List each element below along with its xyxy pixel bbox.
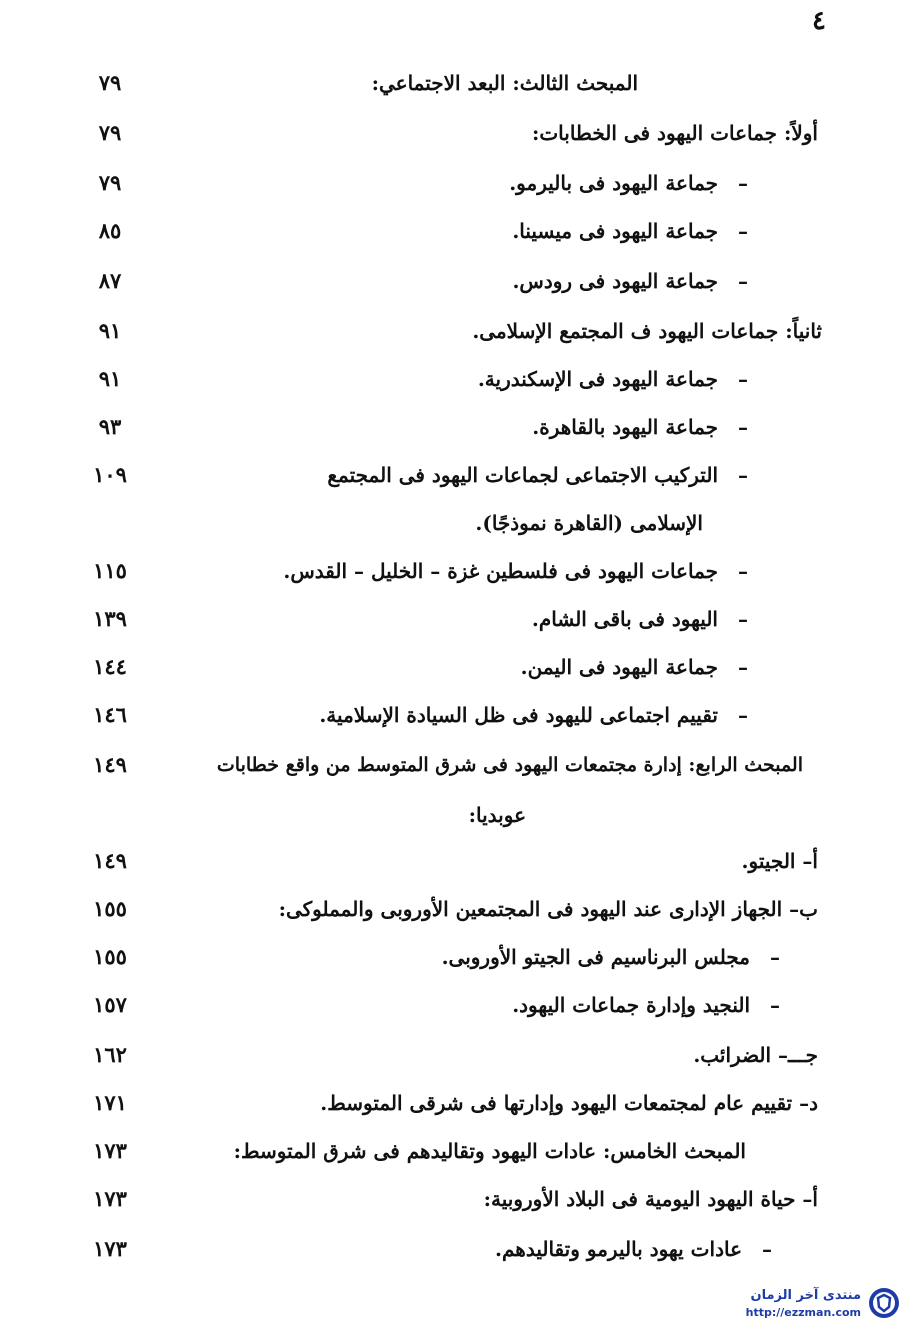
toc-entry [0, 604, 908, 644]
toc-page: ١٤٩ [93, 848, 127, 873]
toc-title: المبحث الرابع: إدارة مجتمعات اليهود فى شرق المتوسط من واقع خطابات [216, 754, 803, 776]
toc-entry [0, 556, 908, 596]
toc-page: ١٤٤ [93, 654, 127, 679]
toc-page: ٩١ [98, 366, 122, 391]
watermark-url[interactable]: http://ezzman.com [745, 1306, 861, 1319]
toc-entry [0, 412, 908, 452]
toc-entry [0, 942, 908, 982]
toc-title: –جماعة اليهود بالقاهرة. [532, 412, 748, 442]
dash-marker: – [770, 945, 780, 969]
toc-title: جـــ– الضرائب. [693, 1043, 818, 1067]
toc-title: أ– حياة اليهود اليومية فى البلاد الأوروبية: [483, 1187, 818, 1211]
toc-page: ١٧١ [93, 1090, 127, 1115]
dash-marker: – [738, 269, 748, 293]
toc-title: ثانياً: جماعات اليهود ف المجتمع الإسلامى. [472, 319, 822, 343]
toc-title: –جماعة اليهود فى ميسينا. [512, 216, 748, 246]
toc-entry [0, 118, 908, 158]
toc-page: ١٠٩ [93, 462, 127, 487]
toc-page: ٨٥ [98, 218, 122, 243]
toc-entry [0, 168, 908, 208]
toc-entry-continuation [0, 800, 908, 840]
toc-title: –عادات يهود باليرمو وتقاليدهم. [495, 1234, 772, 1264]
toc-title: الإسلامى (القاهرة نموذجًا). [475, 511, 703, 535]
toc-title: المبحث الثالث: البعد الاجتماعي: [371, 71, 638, 95]
dash-marker: – [738, 559, 748, 583]
toc-entry [0, 1234, 908, 1274]
toc-page: ١١٥ [93, 558, 127, 583]
toc-entry [0, 364, 908, 404]
dash-marker: – [770, 993, 780, 1017]
dash-marker: – [738, 219, 748, 243]
toc-page: ٨٧ [98, 268, 122, 293]
dash-marker: – [738, 607, 748, 631]
toc-entry [0, 460, 908, 500]
toc-entry [0, 1184, 908, 1224]
dash-marker: – [738, 367, 748, 391]
dash-marker: – [762, 1237, 772, 1261]
toc-title: –جماعة اليهود فى اليمن. [521, 652, 748, 682]
toc-entry-continuation [0, 508, 908, 548]
page-number: ٤ [812, 6, 826, 36]
dash-marker: – [738, 415, 748, 439]
toc-page: ٧٩ [98, 170, 122, 195]
dash-marker: – [738, 171, 748, 195]
toc-title: –مجلس البرناسيم فى الجيتو الأوروبى. [442, 942, 780, 972]
toc-page: ١٣٩ [93, 606, 127, 631]
toc-entry [0, 1088, 908, 1128]
toc-title: ب– الجهاز الإدارى عند اليهود فى المجتمعين الأوروبى والمملوكى: [278, 897, 818, 921]
toc-page: ١٧٣ [93, 1236, 127, 1261]
toc-title: د– تقييم عام لمجتمعات اليهود وإدارتها فى شرقى المتوسط. [320, 1091, 818, 1115]
toc-title: –جماعات اليهود فى فلسطين غزة – الخليل – القدس. [283, 556, 748, 586]
toc-entry [0, 266, 908, 306]
toc-title: –النجيد وإدارة جماعات اليهود. [512, 990, 780, 1020]
toc-page: ٧٩ [98, 70, 122, 95]
toc-title: –التركيب الاجتماعى لجماعات اليهود فى المجتمع [327, 460, 748, 490]
toc-entry [0, 990, 908, 1030]
toc-page: ١٧٣ [93, 1186, 127, 1211]
toc-entry [0, 216, 908, 256]
toc-entry [0, 750, 908, 790]
toc-title: المبحث الخامس: عادات اليهود وتقاليدهم فى شرق المتوسط: [233, 1139, 746, 1163]
toc-title: أولاً: جماعات اليهود فى الخطابات: [531, 121, 818, 145]
toc-page: ١٤٩ [93, 752, 127, 777]
toc-page: ١٧٣ [93, 1138, 127, 1163]
dash-marker: – [738, 655, 748, 679]
toc-title: –اليهود فى باقى الشام. [532, 604, 748, 634]
toc-entry [0, 846, 908, 886]
toc-page: ٩٣ [98, 414, 122, 439]
toc-page: ١٦٢ [93, 1042, 127, 1067]
toc-page: ٩١ [98, 318, 122, 343]
toc-title: –جماعة اليهود فى باليرمو. [509, 168, 748, 198]
toc-entry [0, 316, 908, 356]
toc-entry [0, 68, 908, 108]
shield-icon [867, 1286, 901, 1320]
toc-entry [0, 700, 908, 740]
toc-page: ١٥٥ [93, 944, 127, 969]
toc-page: ١٤٦ [93, 702, 127, 727]
dash-marker: – [738, 703, 748, 727]
toc-title: –تقييم اجتماعى لليهود فى ظل السيادة الإسلامية. [319, 700, 748, 730]
toc-title: أ– الجيتو. [741, 849, 818, 873]
toc-title: –جماعة اليهود فى رودس. [512, 266, 748, 296]
toc-entry [0, 1040, 908, 1080]
toc-entry [0, 894, 908, 934]
toc-page: ١٥٥ [93, 896, 127, 921]
toc-entry [0, 652, 908, 692]
watermark-logo[interactable] [725, 1284, 903, 1324]
watermark-name: منتدى آخر الزمان [750, 1288, 861, 1303]
toc-entry [0, 1136, 908, 1176]
toc-page: ٧٩ [98, 120, 122, 145]
toc-title: عوبديا: [468, 803, 526, 827]
dash-marker: – [738, 463, 748, 487]
toc-title: –جماعة اليهود فى الإسكندرية. [478, 364, 748, 394]
toc-page: ١٥٧ [93, 992, 127, 1017]
